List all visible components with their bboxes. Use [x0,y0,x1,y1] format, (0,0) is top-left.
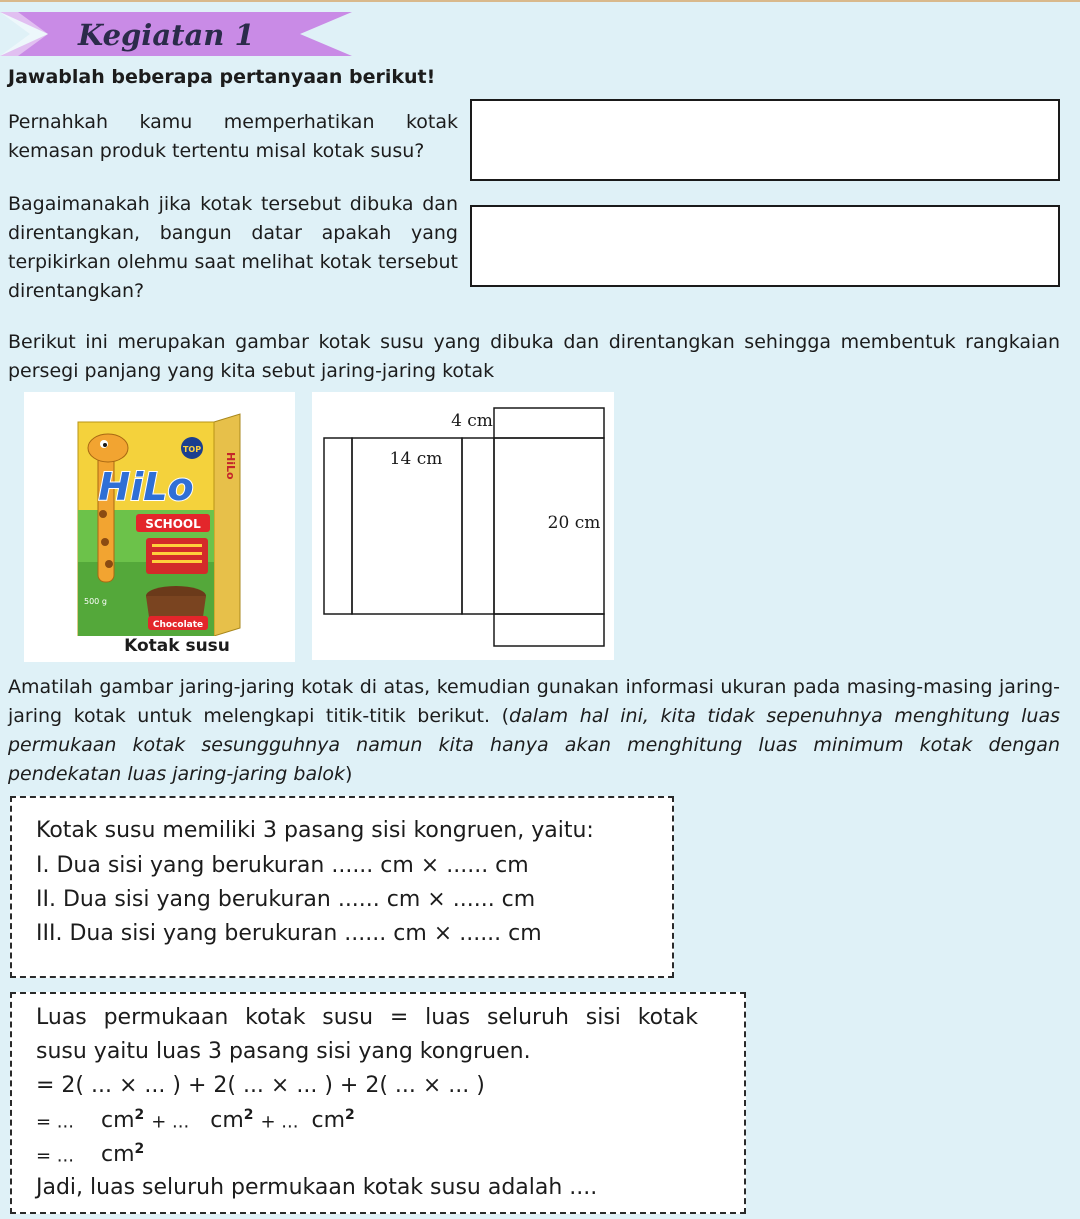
variant-text: SCHOOL [145,517,201,531]
surface-area-line-1: Luas permukaan kotak susu = luas seluruh sisi kotak [36,1005,698,1030]
answer-box-1[interactable] [470,99,1060,181]
photo-caption: Kotak susu [124,636,230,656]
surface-area-sum-line: = ... $cm^2$ + ... $cm^2$ + ... $cm^2$ [36,1107,355,1134]
box-net-diagram-panel [312,392,614,660]
congruent-pair-3: III. Dua sisi yang berukuran ...... cm × ...... cm [36,921,542,946]
surface-area-formula: = 2( ... × ... ) + 2( ... × ... ) + 2( ... × ... ) [36,1073,485,1098]
net-label-width: 4 cm [451,411,493,431]
flavor-text: Chocolate [152,620,204,630]
intro-paragraph: Berikut ini merupakan gambar kotak susu yang dibuka dan direntangkan sehingga membentuk rangkaian persegi panjang yang kita sebut jaring-jaring kotak [8,331,1060,382]
answer-box-2[interactable] [470,205,1060,287]
milk-box-photo-panel [24,392,295,662]
net-label-length: 14 cm [389,449,443,469]
milk-box-illustration [24,392,295,636]
net-bottom-face [494,614,604,646]
box-net-diagram [312,392,614,660]
congruent-pair-2: II. Dua sisi yang berukuran ...... cm × ...... cm [36,887,536,912]
top-border-line [0,0,1080,2]
net-top-face [494,408,604,438]
instructions-text: Amatilah gambar jaring-jaring kotak di atas, kemudian gunakan informasi ukuran pada masing-masing jaring-jaring kotak untuk melengkapi titik-titik berikut. ( [8,676,1060,727]
net-side-face-left [462,438,494,614]
instructions-note-italic: dalam hal ini, kita tidak sepenuhnya menghitung luas permukaan kotak sesungguhnya namun kita hanya akan menghitung luas minimum kotak dengan pendekatan luas jaring-jaring balok [8,705,1061,785]
surface-area-total-line: = ... $cm^2$ [36,1141,145,1168]
top-badge-text: TOP [182,445,202,454]
instructions-close-paren: ) [345,763,353,785]
surface-area-box [10,992,746,1214]
question-2: Bagaimanakah jika kotak tersebut dibuka dan direntangkan, bangun datar apakah yang terpikirkan olehmu saat melihat kotak tersebut direntangkan? [8,193,458,302]
brand-logo-text: HiLo [98,465,194,509]
instruction-heading: Jawablah beberapa pertanyaan berikut! [8,66,436,88]
side-brand-text: HiLo [224,452,237,480]
congruent-pair-1: I. Dua sisi yang berukuran ...... cm × ...... cm [36,853,529,878]
surface-area-line-2: susu yaitu luas 3 pasang sisi yang kongruen. [36,1039,531,1064]
instructions-paragraph [8,673,1060,789]
activity-banner [0,12,352,56]
congruent-sides-title: Kotak susu memiliki 3 pasang sisi kongruen, yaitu: [36,818,594,843]
page-title: Kegiatan 1 [78,18,255,52]
question-1: Pernahkah kamu memperhatikan kotak kemasan produk tertentu misal kotak susu? [8,111,458,162]
surface-area-conclusion: Jadi, luas seluruh permukaan kotak susu adalah .... [36,1175,598,1200]
weight-text: 500 g [84,597,107,606]
net-flap [324,438,352,614]
congruent-sides-box [10,796,674,978]
net-label-height: 20 cm [547,513,601,533]
